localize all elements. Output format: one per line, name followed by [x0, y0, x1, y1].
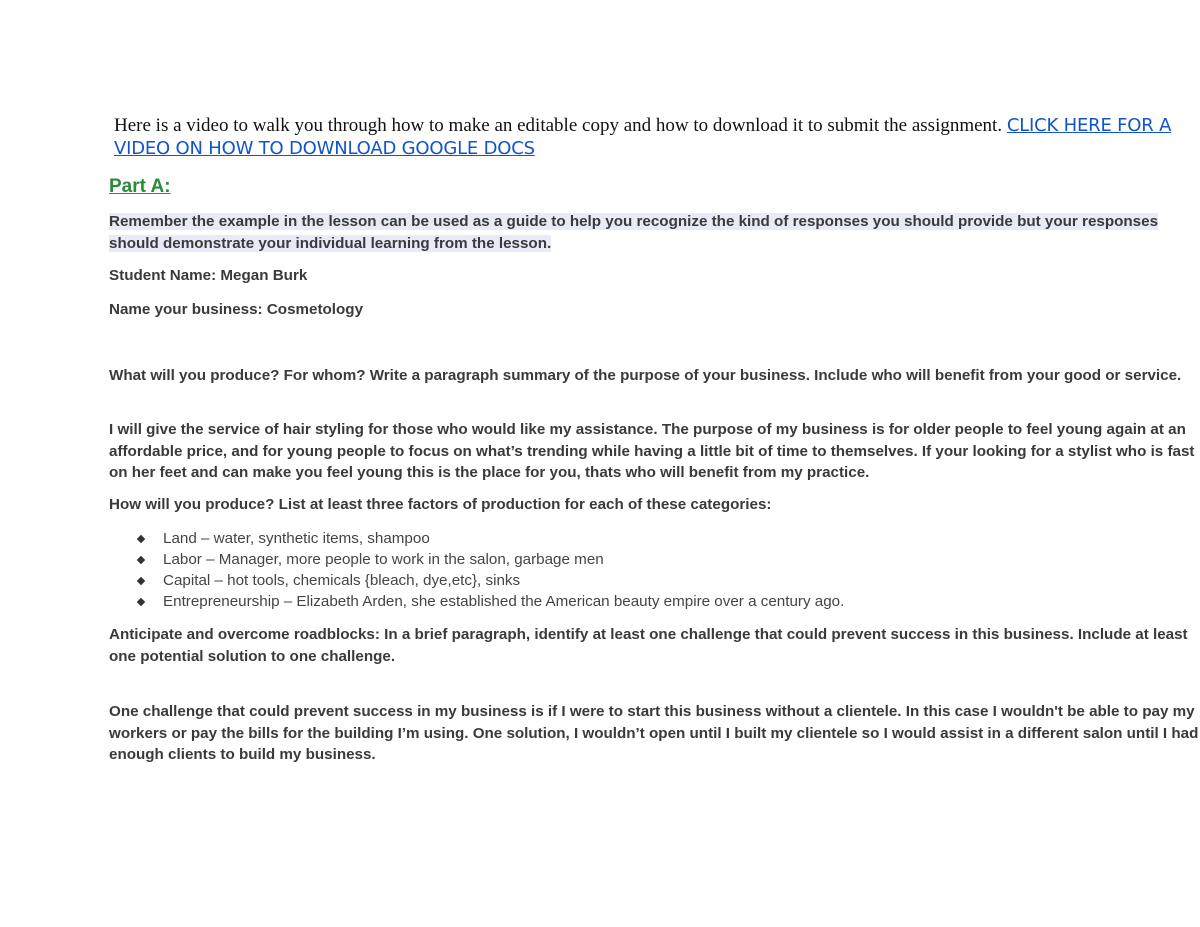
- answer-produce: I will give the service of hair styling for those who would like my assistance. The purpose of my business is for older people to feel young again at an affordable price, and for young people to focus on what’s trending while having a little bit of time to themselves. If your looking for a stylist who is fast on her feet and can make you feel young this is the place for you, thats who will benefit from my practice.: [109, 421, 1195, 481]
- business-name: Name your business: Cosmetology: [109, 301, 364, 318]
- list-item: Entrepreneurship – Elizabeth Arden, she established the American beauty empire over a century ago.: [136, 591, 844, 612]
- list-item: Land – water, synthetic items, shampoo: [136, 528, 844, 549]
- student-name: Student Name: Megan Burk: [109, 267, 308, 284]
- intro-text: Here is a video to walk you through how to make an editable copy and how to download it to submit the assignment.: [114, 115, 1003, 136]
- question-roadblocks: Anticipate and overcome roadblocks: In a brief paragraph, identify at least one challenge that could prevent success in this business. Include at least one potential solution to one challenge.: [109, 626, 1188, 665]
- reminder-paragraph: [109, 211, 1199, 254]
- reminder-text: Remember the example in the lesson can be used as a guide to help you recognize the kind of responses you should provide but your responses should demonstrate your individual learning from the lesson.: [109, 213, 1159, 252]
- factors-list: [136, 528, 844, 612]
- list-item: Labor – Manager, more people to work in the salon, garbage men: [136, 549, 844, 570]
- question-how-produce: How will you produce? List at least three factors of production for each of these categories:: [109, 496, 772, 513]
- bullet-icon: [137, 598, 145, 606]
- intro-paragraph: [114, 114, 1184, 160]
- bullet-icon: [137, 556, 145, 564]
- question-produce: What will you produce? For whom? Write a paragraph summary of the purpose of your business. Include who will benefit from your good or service.: [109, 367, 1182, 384]
- list-item: Capital – hot tools, chemicals {bleach, dye,etc}, sinks: [136, 570, 844, 591]
- video-link[interactable]: CLICK HERE FOR A VIDEO ON HOW TO DOWNLOAD GOOGLE DOCS: [114, 115, 1172, 159]
- part-a-heading: Part A:: [109, 176, 171, 197]
- bullet-icon: [137, 535, 145, 543]
- bullet-icon: [137, 577, 145, 585]
- answer-roadblocks: One challenge that could prevent success in my business is if I were to start this business without a clientele. In this case I wouldn't be able to pay my workers or pay the bills for the building I’m using. One solution, I wouldn’t open until I built my clientele so I would assist in a different salon until I had enough clients to build my business.: [109, 703, 1199, 763]
